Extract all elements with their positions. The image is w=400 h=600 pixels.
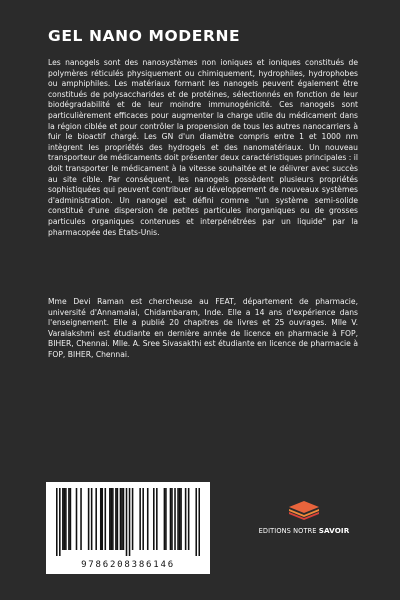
barcode-bar (91, 488, 93, 550)
barcode-bar (188, 488, 190, 550)
barcode-bar (139, 488, 141, 550)
barcode-bar (59, 488, 61, 556)
publisher-name-strong: SAVOIR (318, 526, 350, 535)
barcode-bar (88, 488, 90, 550)
barcode-bar (195, 488, 197, 556)
publisher-block (256, 500, 352, 535)
barcode-bar (164, 488, 166, 550)
barcode-bar (111, 488, 113, 550)
barcode-bar (56, 488, 58, 556)
barcode-bar (171, 488, 173, 550)
barcode-bar (120, 488, 122, 550)
barcode-bar (165, 488, 167, 550)
barcode-bar (64, 488, 66, 550)
author-bio: Mme Devi Raman est chercheuse au FEAT, département de pharmacie, université d'Annamalai, Chidambaram, Inde. Elle a 14 ans d'expérience dans l'enseignement. Elle a publié 20 chapitres de livres et 25 ouvrages. Mlle V. Varalakshmi est étudiante en dernière année de licence en pharmacie à FOP, BIHER, Chennai. Mlle. A. Sree Sivasakthi est étudiante en licence de pharmacie à FOP, BIHER, Chennai. (48, 297, 358, 359)
isbn-number: 9786208386146 (81, 560, 175, 570)
barcode-bar (76, 488, 78, 550)
barcode-bar (117, 488, 119, 550)
barcode-bar (147, 488, 149, 550)
publisher-name (256, 526, 352, 535)
barcode-bar (115, 488, 117, 550)
barcode-bar (121, 488, 123, 550)
barcode-bar (129, 488, 131, 556)
barcode-bar (62, 488, 64, 550)
barcode-bar (105, 488, 107, 550)
barcode-bar (126, 488, 128, 556)
barcode-bar (109, 488, 111, 550)
barcode-bar (100, 488, 102, 550)
book-title: GEL NANO MODERNE (48, 27, 241, 45)
barcode-bar (101, 488, 103, 550)
barcode-bar (177, 488, 179, 550)
barcode-bar (112, 488, 114, 550)
barcode-bar (185, 488, 187, 550)
barcode-bars (56, 488, 200, 556)
barcode-bar (95, 488, 97, 550)
barcode-bar (142, 488, 144, 550)
barcode-bar (174, 488, 176, 550)
barcode-bar (132, 488, 134, 550)
barcode-bar (153, 488, 155, 550)
barcode-bar (123, 488, 125, 550)
barcode-bar (156, 488, 158, 550)
barcode-bar (65, 488, 67, 550)
barcode-bar (70, 488, 72, 550)
barcode-bar (68, 488, 70, 550)
isbn-barcode (46, 482, 210, 574)
barcode-bar (198, 488, 200, 556)
barcode-bar (80, 488, 82, 550)
book-summary: Les nanogels sont des nanosystèmes non ioniques et ioniques constitués de polymères réticulés physiquement ou chimiquement, hydrophiles, hydrophobes ou amphiphiles. Les matériaux formant les nanogels peuvent également être constitués de polysaccharides et de protéines, sélectionnés en fonction de leur biodégradabilité et de leur moindre immunogénicité. Ces nanogels sont particulièrement efficaces pour augmenter la charge utile du médicament dans la région ciblée et pour contrôler la propension de tous les autres nanocarriers à fuir le bioactif chargé. Les GN d'un diamètre compris entre 1 et 1000 nm intègrent les propriétés des hydrogels et des nanomatériaux. Un nouveau transporteur de médicaments doit présenter deux caractéristiques principales : il doit transporter le médicament à la vitesse souhaitée et le délivrer avec succès au site cible. Par conséquent, les nanogels possèdent plusieurs propriétés sophistiquées qui peuvent contribuer au développement de nouveaux systèmes d'administration. Un nanogel est défini comme "un système semi-solide constitué d'une dispersion de petites particules inorganiques ou de grosses particules organiques contenues et interpénétrées par un liquide" par la pharmacopée des États-Unis. (48, 58, 358, 237)
barcode-bar (179, 488, 181, 550)
publisher-logo-icon (287, 500, 321, 522)
barcode-bar (180, 488, 182, 550)
publisher-name-prefix: EDITIONS NOTRE (258, 527, 319, 535)
barcode-bar (170, 488, 172, 550)
